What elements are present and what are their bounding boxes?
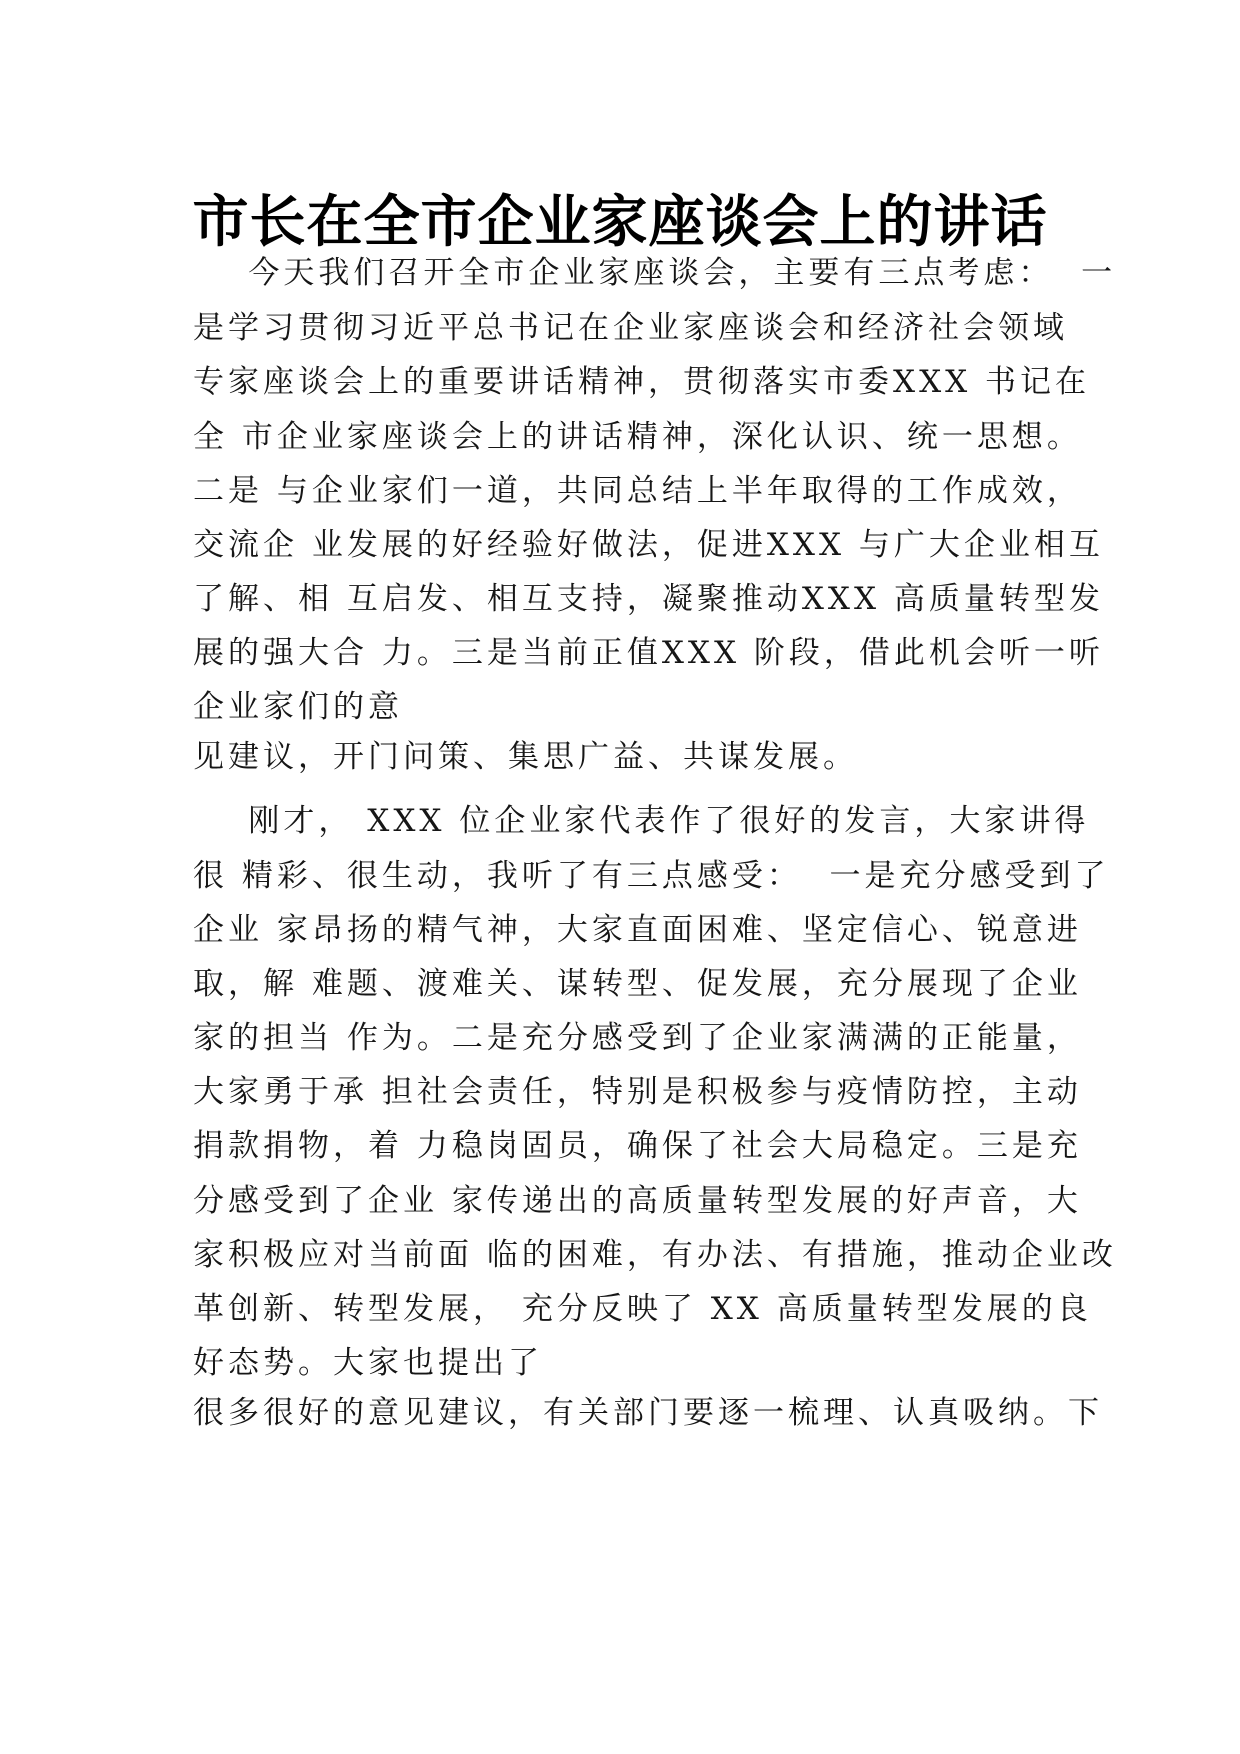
paragraph-line: 取，解 难题、渡难关、谋转型、促发展，充分展现了企业 xyxy=(193,966,1082,1002)
paragraph-line: 革创新、转型发展， 充分反映了 XX 高质量转型发展的良 xyxy=(193,1291,1092,1327)
page-title: 市长在全市企业家座谈会上的讲话 xyxy=(192,190,1048,255)
paragraph-line: 捐款捐物，着 力稳岗固员，确保了社会大局稳定。三是充 xyxy=(193,1128,1082,1164)
paragraph-line: 展的强大合 力。三是当前正值XXX 阶段，借此机会听一听 xyxy=(193,635,1104,671)
paragraph-line: 家的担当 作为。二是充分感受到了企业家满满的正能量， xyxy=(193,1020,1082,1056)
paragraph-line: 好态势。大家也提出了 xyxy=(193,1345,543,1381)
paragraph-line: 交流企 业发展的好经验好做法，促进XXX 与广大企业相互 xyxy=(193,527,1104,563)
paragraph-line: 分感受到了企业 家传递出的高质量转型发展的好声音，大 xyxy=(193,1183,1082,1219)
paragraph-line: 见建议，开门问策、集思广益、共谋发展。 xyxy=(193,739,858,775)
paragraph-line: 刚才， XXX 位企业家代表作了很好的发言，大家讲得 xyxy=(193,803,1090,839)
paragraph-line: 企业家们的意 xyxy=(193,689,403,725)
paragraph-line: 大家勇于承 担社会责任，特别是积极参与疫情防控，主动 xyxy=(193,1074,1082,1110)
paragraph-line: 专家座谈会上的重要讲话精神，贯彻落实市委XXX 书记在 xyxy=(193,364,1091,400)
paragraph-line: 企业 家昂扬的精气神，大家直面困难、坚定信心、锐意进 xyxy=(193,912,1082,948)
paragraph-line: 全 市企业家座谈会上的讲话精神，深化认识、统一思想。 xyxy=(193,419,1082,455)
paragraph-line: 很多很好的意见建议，有关部门要逐一梳理、认真吸纳。下 xyxy=(193,1395,1103,1431)
paragraph-line: 二是 与企业家们一道，共同总结上半年取得的工作成效， xyxy=(193,473,1082,509)
paragraph-line: 今天我们召开全市企业家座谈会，主要有三点考虑： 一 xyxy=(193,255,1117,291)
paragraph-line: 是学习贯彻习近平总书记在企业家座谈会和经济社会领域 xyxy=(193,310,1068,346)
paragraph-line: 了解、相 互启发、相互支持，凝聚推动XXX 高质量转型发 xyxy=(193,581,1104,617)
paragraph-line: 很 精彩、很生动，我听了有三点感受： 一是充分感受到了 xyxy=(193,858,1110,894)
paragraph-line: 家积极应对当前面 临的困难，有办法、有措施，推动企业改 xyxy=(193,1237,1117,1273)
